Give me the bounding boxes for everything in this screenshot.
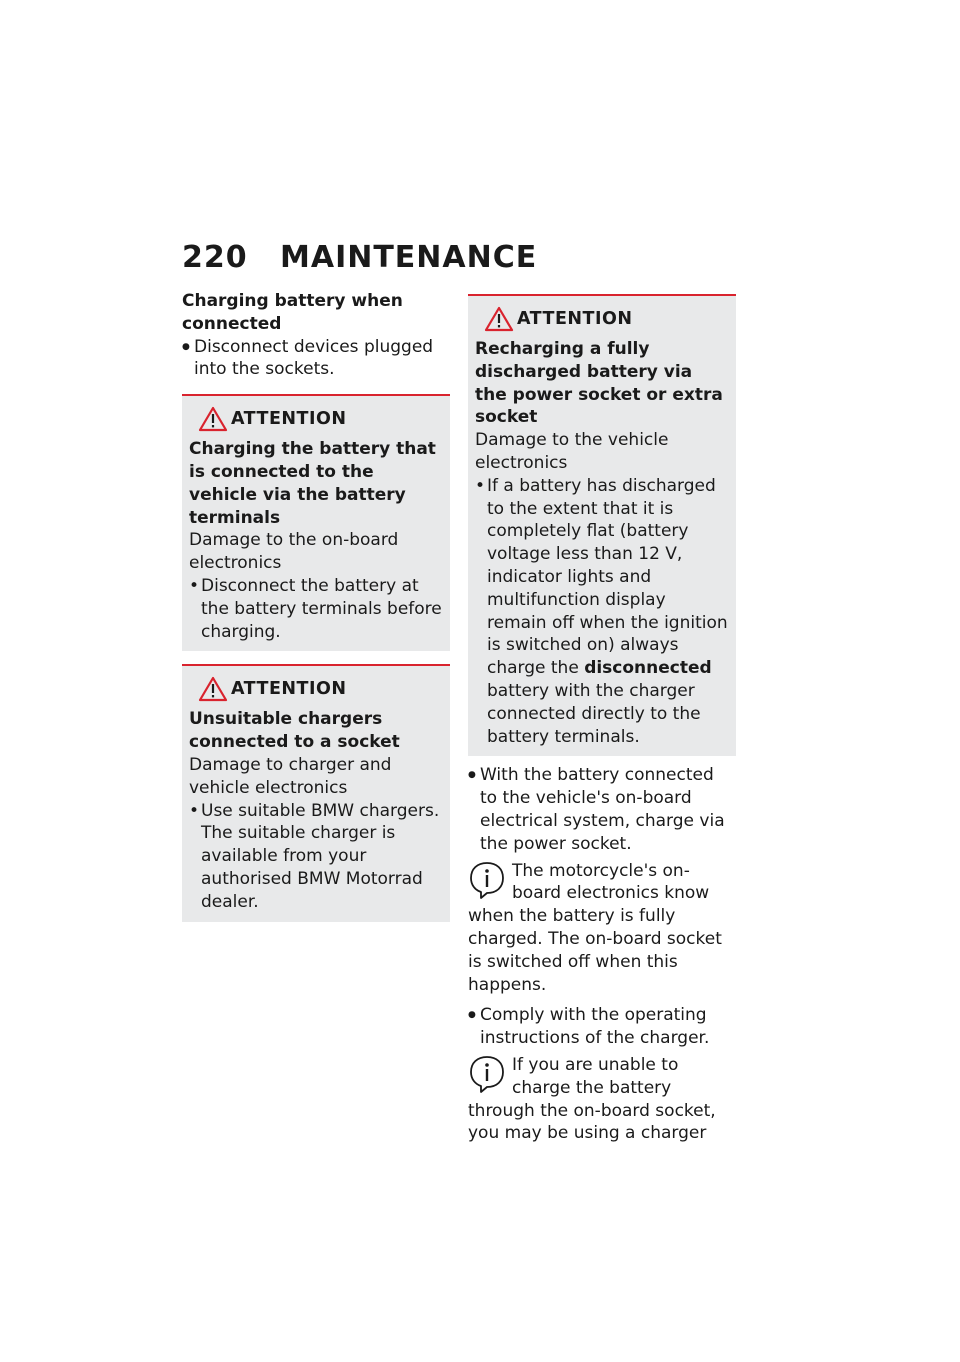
attention-header xyxy=(182,404,450,434)
action-text: battery with the charger connected directly to the battery terminals. xyxy=(487,680,701,747)
attention-title: Recharging a fully discharged battery via the power socket or extra socket xyxy=(475,339,723,428)
attention-title: Charging the battery that is connected to the vehicle via the battery terminals xyxy=(189,439,436,528)
left-column xyxy=(182,290,450,922)
list-item: • Use suitable BMW chargers. The suitable charger is available from your authorised BMW Motorrad dealer. xyxy=(189,800,443,914)
attention-box xyxy=(468,294,736,756)
info-icon xyxy=(468,860,506,900)
info-text-first: If you are unable to charge the battery xyxy=(512,1054,679,1098)
attention-label: ATTENTION xyxy=(231,409,347,430)
section-title: Charging battery when connected xyxy=(182,291,403,334)
list-item: ● With the battery connected to the vehicle's on-board electrical system, charge via the power socket. xyxy=(468,764,736,855)
chapter-title: MAINTENANCE xyxy=(280,240,538,275)
instruction-list xyxy=(468,1004,736,1050)
attention-consequence: Damage to the vehicle electronics xyxy=(475,430,669,473)
info-note xyxy=(468,860,736,997)
intro-list xyxy=(182,336,450,382)
attention-box xyxy=(182,664,450,921)
action-text: If a battery has discharged to the extent that it is completely flat (battery voltage less than 12 V, indicator lights and multifunction display remain off when the ignition is switched on) always charge the xyxy=(487,475,728,679)
info-text-first: The motorcycle's on-board electronics know xyxy=(512,860,710,904)
attention-actions xyxy=(189,575,443,643)
list-item: • Disconnect the battery at the battery terminals before charging. xyxy=(189,575,443,643)
info-icon xyxy=(468,1054,506,1094)
attention-header xyxy=(468,304,736,334)
attention-box xyxy=(182,394,450,651)
page-header xyxy=(182,240,537,275)
attention-title: Unsuitable chargers connected to a socket xyxy=(189,709,400,753)
right-column xyxy=(468,294,736,1145)
list-item: ● Disconnect devices plugged into the sockets. xyxy=(182,336,450,382)
list-item: ● Comply with the operating instructions of the charger. xyxy=(468,1004,736,1050)
attention-label: ATTENTION xyxy=(231,679,347,700)
action-emphasis: disconnected xyxy=(584,658,712,679)
info-text-rest: when the battery is fully charged. The on-board socket is switched off when this happens. xyxy=(468,906,722,995)
attention-consequence: Damage to the on-board electronics xyxy=(189,530,399,574)
info-text-rest: through the on-board socket, you may be using a charger xyxy=(468,1100,716,1144)
page-number: 220 xyxy=(182,240,248,275)
attention-label: ATTENTION xyxy=(517,309,633,329)
attention-actions xyxy=(475,475,729,749)
warning-triangle-icon xyxy=(198,406,228,432)
instruction-list xyxy=(468,764,736,855)
warning-triangle-icon xyxy=(198,676,228,702)
warning-triangle-icon xyxy=(484,306,514,332)
attention-header xyxy=(182,674,450,704)
list-item xyxy=(475,475,729,749)
attention-consequence: Damage to charger and vehicle electronics xyxy=(189,754,392,798)
info-note xyxy=(468,1054,736,1145)
attention-actions xyxy=(189,800,443,914)
